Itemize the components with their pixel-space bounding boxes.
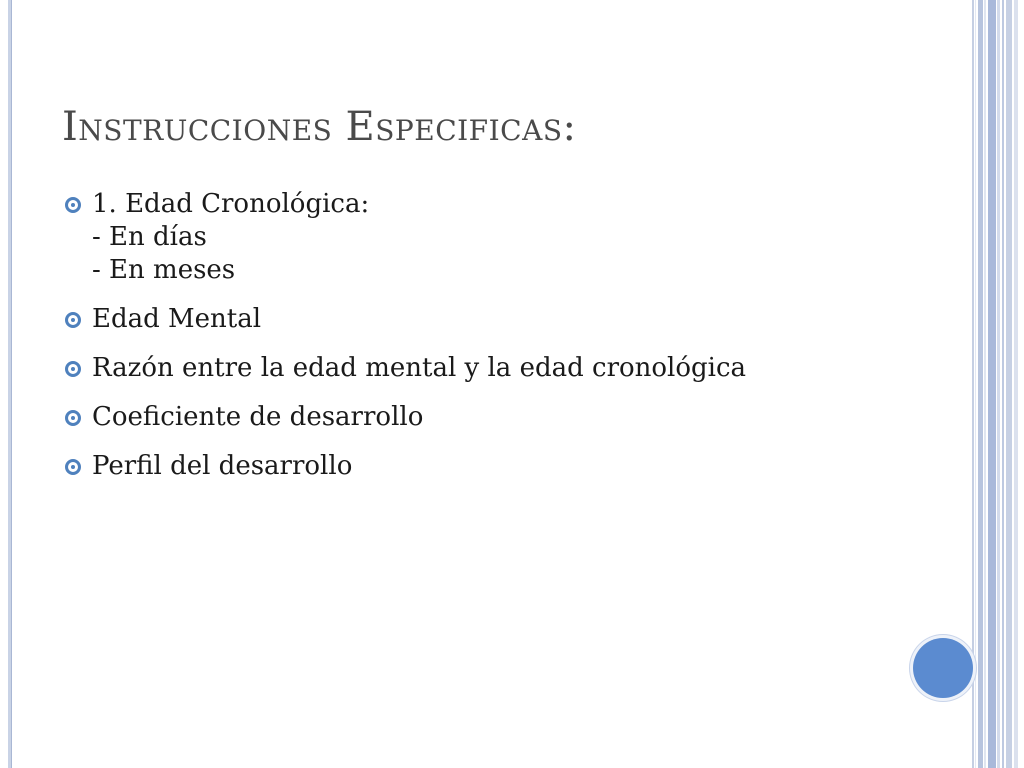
bullet-item: [64, 352, 924, 385]
bullet-text: Edad Mental: [92, 304, 262, 334]
stripe: [972, 0, 974, 768]
bullet-text: Coeficiente de desarrollo: [92, 402, 424, 432]
circular-bullet-icon: [64, 311, 82, 329]
bullet-subtext: - En meses: [92, 255, 236, 285]
stripe: [984, 0, 986, 768]
bullet-list: [64, 188, 924, 499]
bullet-text: Perfil del desarrollo: [92, 451, 353, 481]
bullet-text: Razón entre la edad mental y la edad cronológica: [92, 353, 747, 383]
stripe: [988, 0, 996, 768]
stripe: [1002, 0, 1004, 768]
stripe: [1006, 0, 1012, 768]
left-border-decoration: [8, 0, 12, 768]
bullet-text: 1. Edad Cronológica:: [92, 189, 370, 219]
circular-bullet-icon: [64, 196, 82, 214]
right-stripe-decoration: [972, 0, 1024, 768]
bullet-item: [64, 188, 924, 287]
stripe: [975, 0, 976, 768]
bullet-item: [64, 303, 924, 336]
stripe: [1014, 0, 1018, 768]
circular-bullet-icon: [64, 409, 82, 427]
decorative-circle: [913, 638, 973, 698]
stripe: [978, 0, 983, 768]
circular-bullet-icon: [64, 360, 82, 378]
bullet-item: [64, 450, 924, 483]
bullet-item: [64, 401, 924, 434]
stripe: [997, 0, 1000, 768]
slide-title: Instrucciones Especificas:: [62, 104, 577, 150]
bullet-subtext: - En días: [92, 222, 207, 252]
circular-bullet-icon: [64, 458, 82, 476]
